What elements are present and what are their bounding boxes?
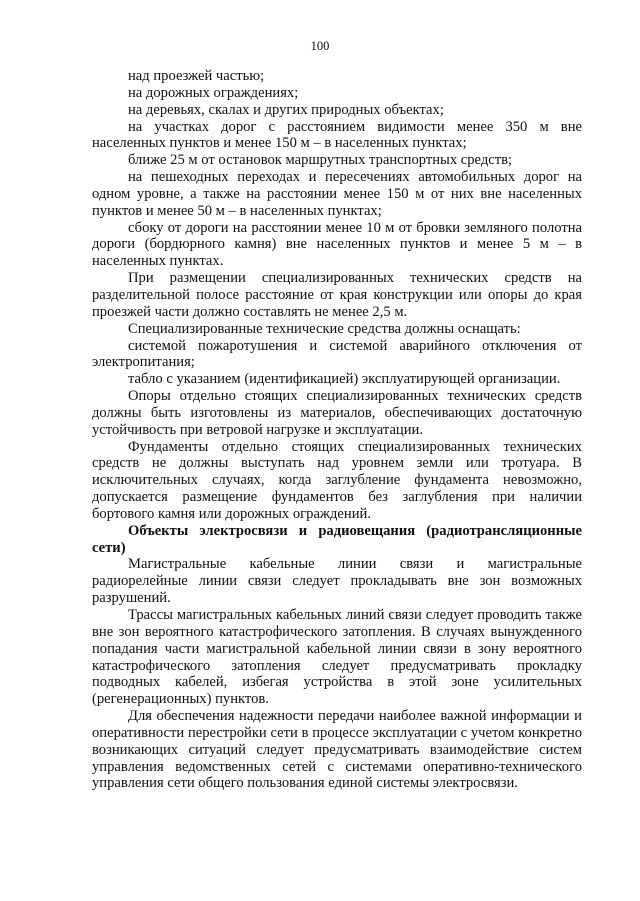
list-item-road-barriers: на дорожных ограждениях;: [128, 84, 299, 101]
list-item-trees-rocks: на деревьях, скалах и других природных объектах;: [128, 101, 444, 118]
paragraph-network-reliability: Для обеспечения надежности передачи наиболее важной информации и оперативности перестройки сети в процессе эксплуатации с учетом конкретно возникающих ситуаций следует предусматривать взаимодействие систем управления ведомственных сетей с системами оперативно-технического управления сети общего пользования единой системы электросвязи.: [92, 708, 582, 792]
list-item-operator-sign: табло с указанием (идентификацией) эксплуатирующей организации.: [128, 371, 561, 388]
paragraph-equipment-intro: Специализированные технические средства должны оснащать:: [128, 320, 521, 337]
paragraph-trunk-lines: Магистральные кабельные линии связи и магистральные радиорелейные линии связи следует прокладывать вне зон возможных разрушений.: [92, 556, 582, 607]
page-number: 100: [310, 39, 330, 53]
list-item-bus-stops: ближе 25 м от остановок маршрутных транспортных средств;: [128, 152, 513, 169]
list-item-fire-system: системой пожаротушения и системой аварийного отключения от электропитания;: [92, 337, 582, 371]
list-item-crossings: на пешеходных переходах и пересечениях автомобильных дорог на одном уровне, а также на расстоянии менее 150 м от них вне населенных пунктов и менее 50 м – в населенных пунктах;: [92, 169, 582, 219]
paragraph-cable-routes: Трассы магистральных кабельных линий связи следует проводить также вне зон вероятного катастрофического затопления. В случаях вынужденного попадания части магистральной кабельной линии связи в зону вероятного катастрофического затопления следует предусматривать прокладку подводных кабелей, избегая устройства в этой зоне усилительных (регенерационных) пунктов.: [92, 607, 582, 708]
paragraph-foundations: Фундаменты отдельно стоящих специализированных технических средств не должны выступать над уровнем земли или тротуара. В исключительных случаях, когда заглубление фундамента невозможно, допускается размещение фундаментов без заглубления при наличии бортового камня или дорожных ограждений.: [92, 438, 582, 522]
list-item-visibility: на участках дорог с расстоянием видимости менее 350 м вне населенных пунктов и менее 150 м – в населенных пунктах;: [92, 118, 582, 152]
paragraph-supports: Опоры отдельно стоящих специализированных технических средств должны быть изготовлены из материалов, обеспечивающих достаточную устойчивость при ветровой нагрузке и эксплуатации.: [92, 388, 582, 438]
list-item-roadway: над проезжей частью;: [128, 68, 265, 84]
paragraph-median-placement: При размещении специализированных технических средств на разделительной полосе расстояние от края конструкции или опоры до края проезжей части должно составлять не менее 2,5 м.: [92, 270, 582, 320]
section-heading: Объекты электросвязи и радиовещания (радиотрансляционные сети): [92, 522, 582, 556]
document-body: [92, 68, 582, 792]
list-item-roadside: сбоку от дороги на расстоянии менее 10 м от бровки земляного полотна дороги (бордюрного камня) вне населенных пунктов и менее 5 м – в населенных пунктах.: [92, 219, 582, 270]
